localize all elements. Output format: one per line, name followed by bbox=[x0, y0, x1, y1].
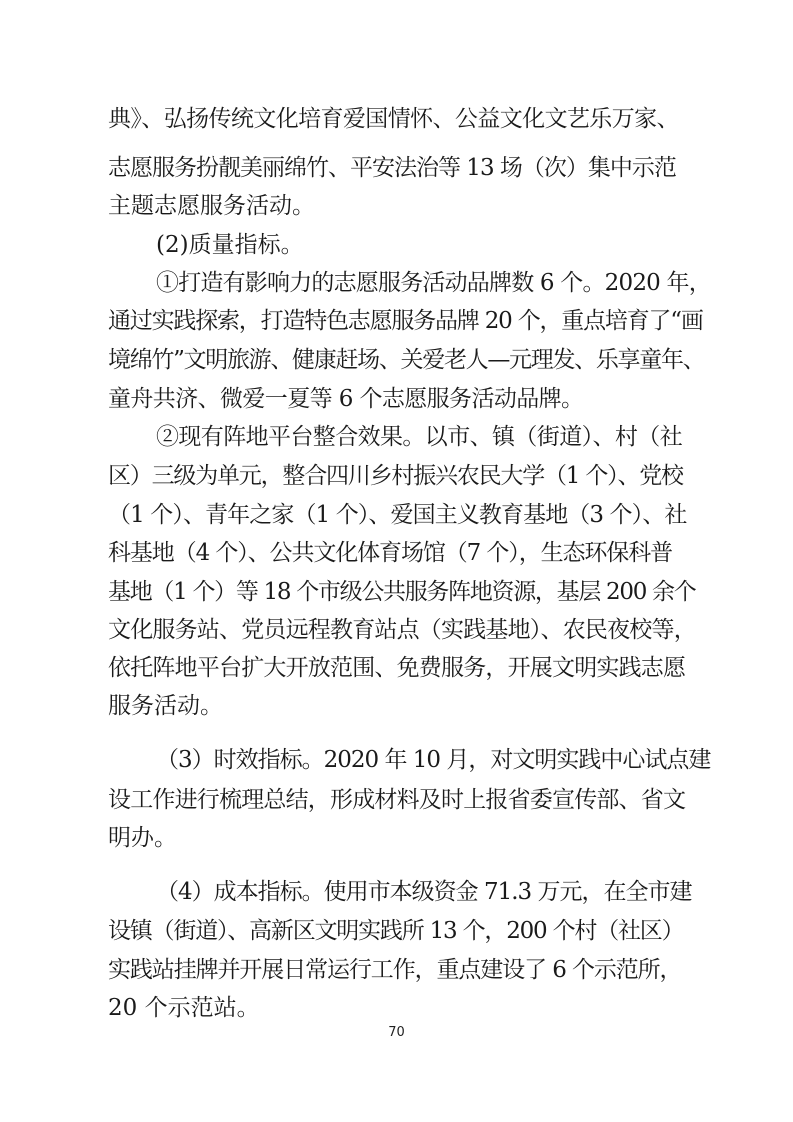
text-line bbox=[0, 686, 793, 726]
text-line bbox=[0, 148, 793, 188]
text-line-content: 基地（1 个）等 18 个市级公共服务阵地资源，基层 200 余个 bbox=[108, 579, 696, 605]
text-line bbox=[0, 225, 793, 265]
text-line-content: 通过实践探索，打造特色志愿服务品牌 20 个，重点培育了“画 bbox=[108, 308, 703, 334]
text-line bbox=[0, 911, 793, 951]
text-line-content: 科基地（4 个）、公共文化体育场馆（7 个），生态环保科普 bbox=[108, 540, 672, 566]
text-line bbox=[0, 263, 793, 303]
text-line-content: ②现有阵地平台整合效果。以市、镇（街道）、村（社 bbox=[156, 424, 683, 450]
page-number: 70 bbox=[388, 1025, 405, 1040]
text-line bbox=[0, 99, 793, 139]
text-line-content: 设工作进行梳理总结，形成材料及时上报省委宣传部、省文 bbox=[108, 787, 686, 813]
text-line bbox=[0, 740, 793, 780]
text-line-content: 典》、弘扬传统文化培育爱国情怀、公益文化文艺乐万家、 bbox=[108, 106, 679, 132]
text-line bbox=[0, 780, 793, 820]
text-line-content: 文化服务站、党员远程教育站点（实践基地）、农民夜校等， bbox=[108, 617, 696, 643]
text-line bbox=[0, 818, 793, 858]
text-line-content: 依托阵地平台扩大开放范围、免费服务，开展文明实践志愿 bbox=[108, 655, 686, 681]
text-line-content: 服务活动。 bbox=[108, 693, 223, 719]
text-line bbox=[0, 340, 793, 380]
text-line-content: 20 个示范站。 bbox=[108, 995, 260, 1021]
text-line bbox=[0, 572, 793, 612]
text-line bbox=[0, 610, 793, 650]
text-line-content: 境绵竹”文明旅游、健康赶场、关爱老人—元理发、乐享童年、 bbox=[108, 347, 705, 373]
text-line-content: 童舟共济、微爱一夏等 6 个志愿服务活动品牌。 bbox=[108, 386, 584, 412]
text-line-content: 区）三级为单元，整合四川乡村振兴农民大学（1 个）、党校 bbox=[108, 463, 683, 489]
text-line-content: 设镇（街道）、高新区文明实践所 13 个，200 个村（社区） bbox=[108, 918, 684, 944]
text-line bbox=[0, 872, 793, 912]
text-line bbox=[0, 417, 793, 457]
text-line-content: 明办。 bbox=[108, 825, 177, 851]
text-line-content: （4）成本指标。使用市本级资金 71.3 万元，在全市建 bbox=[156, 879, 692, 905]
text-line bbox=[0, 988, 793, 1028]
text-line bbox=[0, 533, 793, 573]
text-line bbox=[0, 379, 793, 419]
text-line-content: 志愿服务扮靓美丽绵竹、平安法治等 13 场（次）集中示范 bbox=[108, 155, 676, 181]
text-line-content: （3）时效指标。2020 年 10 月，对文明实践中心试点建 bbox=[156, 747, 711, 773]
text-line-content: (2)质量指标。 bbox=[156, 232, 304, 258]
text-line bbox=[0, 186, 793, 226]
text-line bbox=[0, 456, 793, 496]
text-line-content: ①打造有影响力的志愿服务活动品牌数 6 个。2020 年， bbox=[156, 270, 711, 296]
text-line-content: 实践站挂牌并开展日常运行工作，重点建设了 6 个示范所， bbox=[108, 957, 682, 983]
text-line bbox=[0, 950, 793, 990]
text-line bbox=[0, 648, 793, 688]
text-line bbox=[0, 301, 793, 341]
text-line-content: 主题志愿服务活动。 bbox=[108, 193, 315, 219]
text-line bbox=[0, 495, 793, 535]
text-line-content: （1 个）、青年之家（1 个）、爱国主义教育基地（3 个）、社 bbox=[108, 502, 687, 528]
